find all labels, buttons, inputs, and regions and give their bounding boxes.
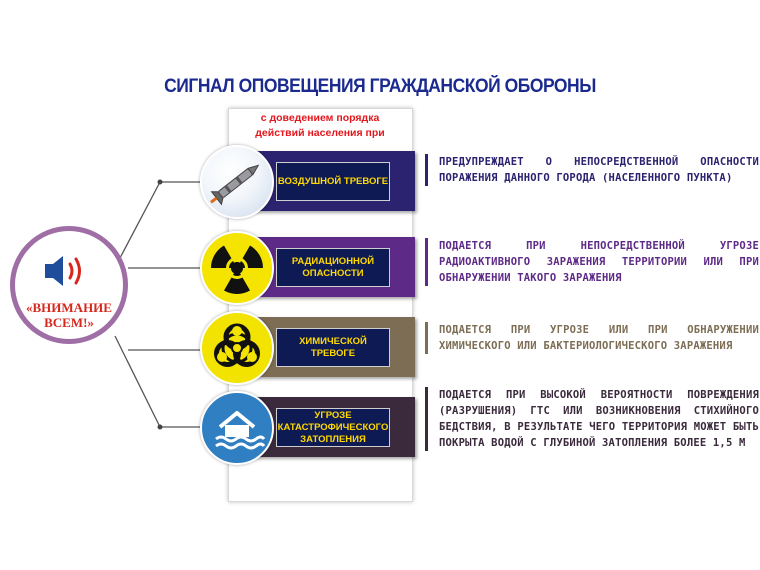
description-bar [425,238,428,286]
panel-header-line2: действий населения при [255,127,385,139]
panel-header [230,111,410,141]
signal-label-chemical: ХИМИЧЕСКОЙ ТРЕВОГЕ [276,328,390,367]
alert-text [10,300,128,330]
alert-text-line2: ВСЕМ!» [44,315,94,330]
description-flood [425,387,759,451]
description-text: ПРЕДУПРЕЖДАЕТ О НЕПОСРЕДСТВЕННОЙ ОПАСНОСТИ ПОРАЖЕНИЯ ДАННОГО ГОРОДА (НАСЕЛЕННОГО ПУНКТА) [439,156,759,184]
description-bar [425,387,428,451]
panel-header-line1: с доведением порядка [260,112,380,124]
biohazard-icon [200,311,274,385]
description-air [425,154,759,186]
description-chemical [425,322,759,354]
alert-text-line1: «ВНИМАНИЕ [26,300,112,315]
page-title: СИГНАЛ ОПОВЕЩЕНИЯ ГРАЖДАНСКОЙ ОБОРОНЫ [164,76,596,97]
signal-label-flood: УГРОЗЕ КАТАСТРОФИЧЕСКОГО ЗАТОПЛЕНИЯ [276,408,390,447]
description-bar [425,322,428,354]
missile-icon [200,145,274,219]
description-text: ПОДАЕТСЯ ПРИ НЕПОСРЕДСТВЕННОЙ УГРОЗЕ РАДИОАКТИВНОГО ЗАРАЖЕНИЯ ТЕРРИТОРИИ ИЛИ ПРИ ОБНАРУЖЕНИИ ТАКОГО ЗАРАЖЕНИЯ [439,240,759,284]
description-radiation [425,238,759,286]
description-bar [425,154,428,186]
description-text: ПОДАЕТСЯ ПРИ УГРОЗЕ ИЛИ ПРИ ОБНАРУЖЕНИИ ХИМИЧЕСКОГО ИЛИ БАКТЕРИОЛОГИЧЕСКОГО ЗАРАЖЕНИЯ [439,324,759,352]
signal-label-air: ВОЗДУШНОЙ ТРЕВОГЕ [276,162,390,201]
radiation-icon [200,231,274,305]
flood-icon [200,391,274,465]
signal-label-radiation: РАДИАЦИОННОЙ ОПАСНОСТИ [276,248,390,287]
description-text: ПОДАЕТСЯ ПРИ ВЫСОКОЙ ВЕРОЯТНОСТИ ПОВРЕЖДЕНИЯ (РАЗРУШЕНИЯ) ГТС ИЛИ ВОЗНИКНОВЕНИЯ СТИХИЙНОГО БЕДСТВИЯ, В РЕЗУЛЬТАТЕ ЧЕГО ТЕРРИТОРИЯ МОЖЕТ БЫТЬ ПОКРЫТА ВОДОЙ С ГЛУБИНОЙ ЗАТОПЛЕНИЯ БОЛЕЕ 1,5 М [439,389,759,449]
speaker-icon [41,251,101,291]
